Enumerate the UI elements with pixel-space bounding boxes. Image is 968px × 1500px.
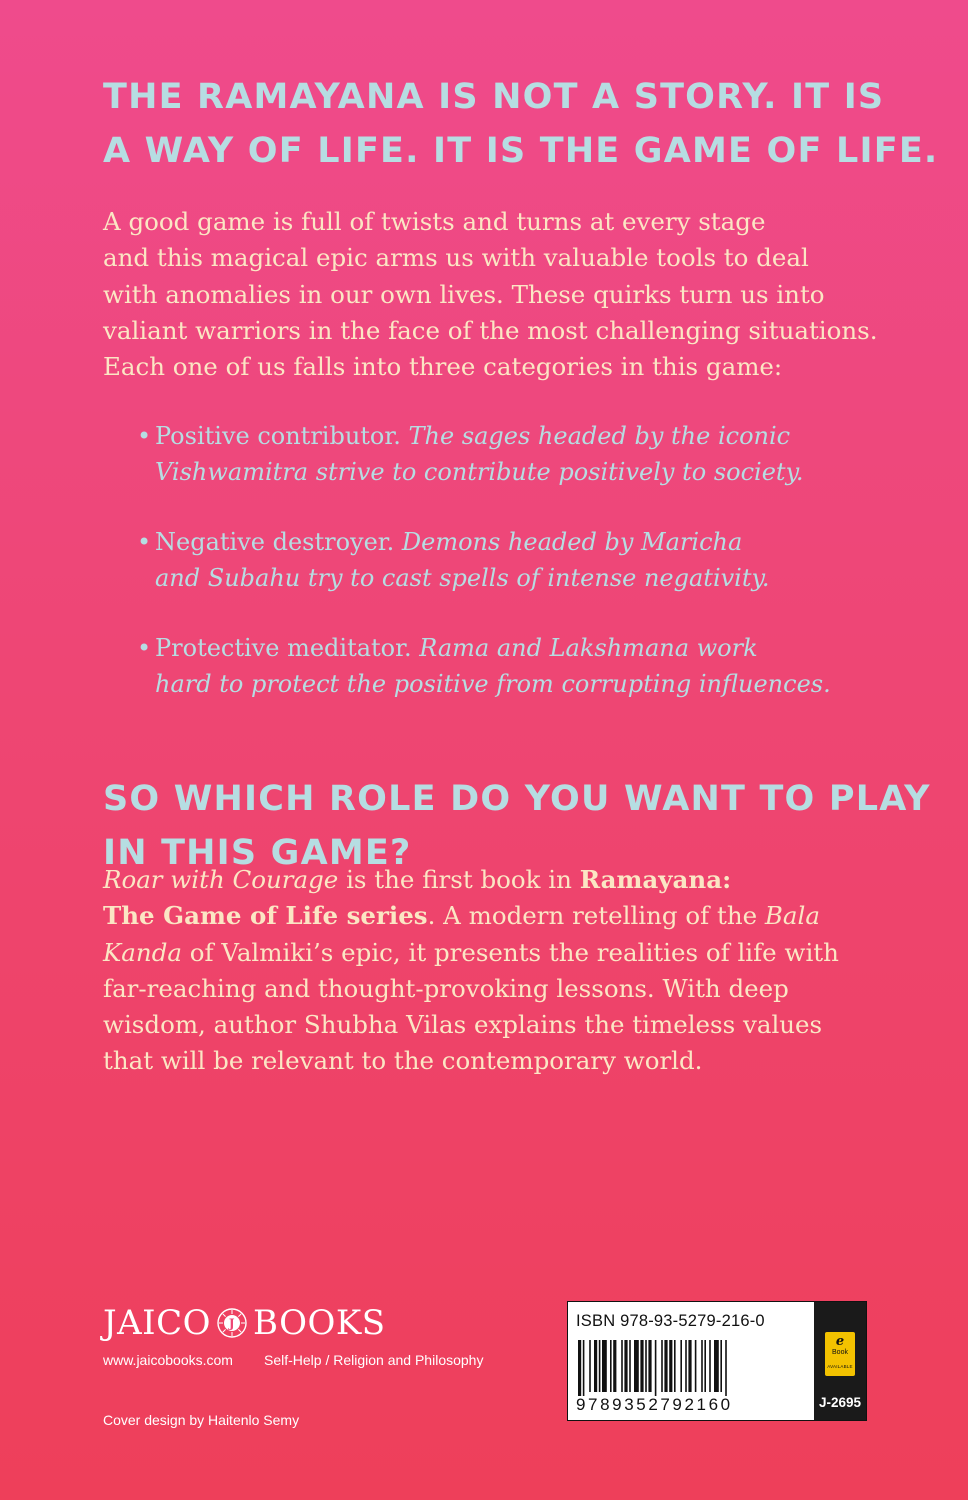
role-title: Negative destroyer. [155,528,395,556]
jaico-emblem-icon [217,1308,247,1338]
roles-list [137,418,857,736]
role-title: Positive contributor. [155,422,401,450]
role-item-negative-destroyer [137,524,857,596]
product-code: J-2695 [818,1395,862,1410]
description-text: wisdom, author Shubha Vilas explains the timeless values [103,1010,823,1040]
barcode-side-panel [814,1302,866,1420]
headline-top-line-2: A WAY OF LIFE. IT IS THE GAME OF LIFE. [103,131,939,171]
series-name: The Game of Life series [103,901,428,931]
barcode-icon [578,1340,814,1396]
role-description: hard to protect the positive from corrupting influences. [155,670,831,698]
role-item-protective-meditator [137,630,857,702]
description-text: is the first book in [338,865,580,894]
intro-paragraph [103,204,903,385]
headline-question-line-1: SO WHICH ROLE DO YOU WANT TO PLAY [103,779,931,819]
publisher-name-right: BOOKS [253,1303,386,1343]
description-paragraph [103,862,863,1080]
bullet-icon: • [137,528,152,556]
barcode-panel [567,1301,867,1421]
description-text: that will be relevant to the contemporary world. [103,1046,703,1076]
emblem-letter: J [228,1316,236,1331]
publisher-logo [103,1301,386,1345]
bullet-icon: • [137,422,152,450]
intro-line: Each one of us falls into three categories in this game: [103,352,783,382]
publisher-name-left: JAICO [103,1303,212,1343]
role-description: The sages headed by the iconic [408,422,791,450]
ebook-word: Book [832,1349,848,1356]
bullet-icon: • [137,634,152,662]
role-title: Protective meditator. [155,634,412,662]
kanda-name: Kanda [103,937,182,967]
description-text: of Valmiki’s epic, it presents the realities of life with [181,937,839,967]
role-description: Demons headed by Maricha [401,528,743,556]
intro-line: with anomalies in our own lives. These quirks turn us into [103,279,825,309]
role-item-positive-contributor [137,418,857,490]
isbn-digits: 9789352792160 [576,1395,733,1414]
cover-credit: Cover design by Haitenlo Semy [103,1412,300,1428]
intro-line: valiant warriors in the face of the most challenging situations. [103,315,878,345]
book-category: Self-Help / Religion and Philosophy [264,1352,484,1368]
role-description: and Subahu try to cast spells of intense negativity. [155,564,770,592]
ebook-available-badge [825,1332,855,1376]
book-title: Roar with Courage [103,865,339,894]
description-text: . A modern retelling of the [427,901,765,931]
role-description: Rama and Lakshmana work [419,634,758,662]
series-name: Ramayana: [579,865,732,894]
kanda-name: Bala [764,901,820,931]
ebook-letter: e [835,1334,845,1349]
intro-line: A good game is full of twists and turns at every stage [103,207,766,236]
headline-question-line-2: IN THIS GAME? [103,833,412,873]
description-text: far-reaching and thought-provoking lessons. With deep [103,973,789,1003]
ebook-available-text: AVAILABLE [827,1364,853,1369]
publisher-url: www.jaicobooks.com [103,1352,233,1368]
headline-top-line-1: THE RAMAYANA IS NOT A STORY. IT IS [103,77,885,117]
headline-top [103,70,938,178]
isbn-label: ISBN 978-93-5279-216-0 [576,1312,765,1330]
intro-line: and this magical epic arms us with valuable tools to deal [103,243,809,273]
role-description: Vishwamitra strive to contribute positively to society. [155,458,804,486]
